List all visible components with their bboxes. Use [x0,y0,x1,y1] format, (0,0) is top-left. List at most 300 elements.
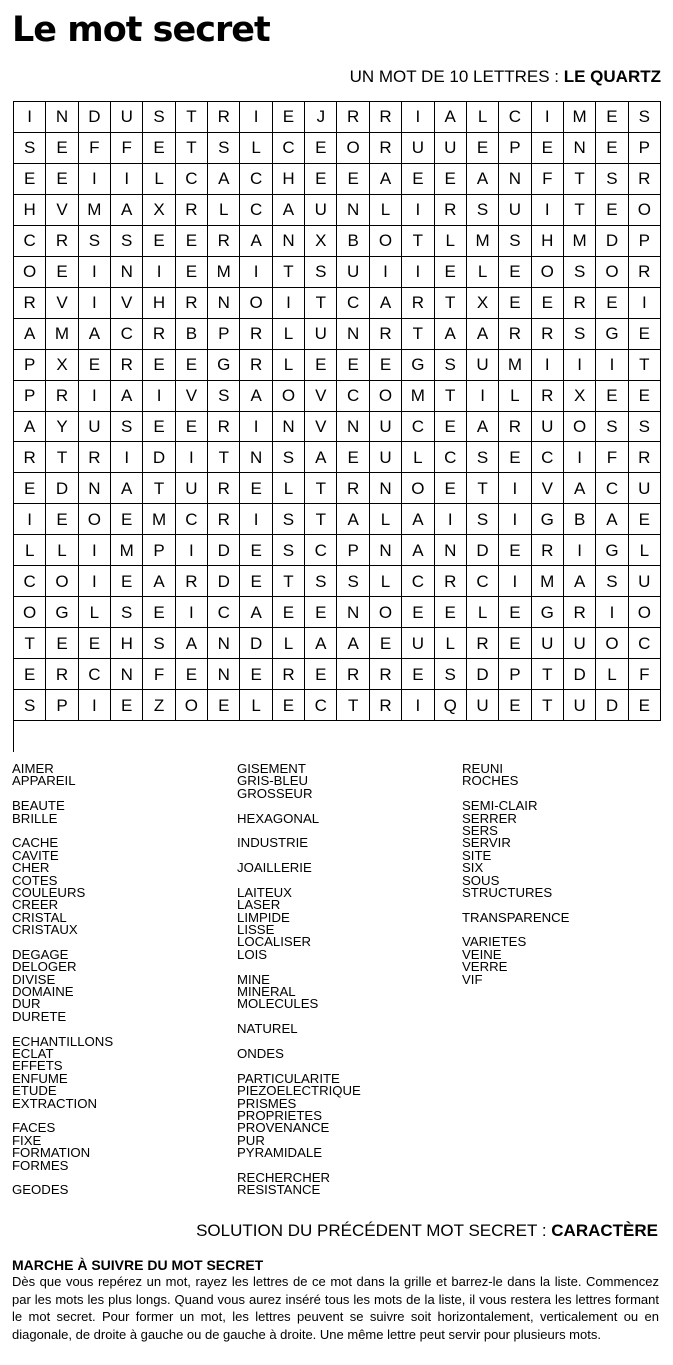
grid-cell[interactable]: R [143,319,175,350]
grid-cell[interactable]: C [14,226,46,257]
grid-cell[interactable]: R [176,566,208,597]
grid-cell[interactable]: N [240,442,272,473]
grid-cell[interactable]: E [46,504,78,535]
grid-cell[interactable]: S [629,102,661,133]
grid-cell[interactable]: S [499,226,531,257]
grid-cell[interactable]: N [208,659,240,690]
word-list-item[interactable]: VERRE [462,959,508,975]
grid-cell[interactable]: I [79,690,111,721]
grid-cell[interactable]: O [564,412,596,443]
grid-cell[interactable]: E [14,473,46,504]
grid-cell[interactable]: U [337,257,369,288]
grid-cell[interactable]: I [370,257,402,288]
word-list-item[interactable]: INDUSTRIE [237,835,309,851]
grid-cell[interactable]: U [629,473,661,504]
grid-cell[interactable]: A [370,288,402,319]
grid-cell[interactable]: X [467,288,499,319]
grid-cell[interactable]: I [532,350,564,381]
grid-cell[interactable]: E [532,133,564,164]
grid-cell[interactable]: D [596,690,628,721]
grid-cell[interactable]: L [143,164,175,195]
grid-cell[interactable]: E [435,164,467,195]
grid-cell[interactable]: E [596,195,628,226]
grid-cell[interactable]: S [564,257,596,288]
grid-cell[interactable]: G [596,319,628,350]
grid-cell[interactable]: I [596,597,628,628]
grid-cell[interactable]: A [111,473,143,504]
grid-cell[interactable]: R [532,319,564,350]
grid-cell[interactable]: S [14,133,46,164]
grid-cell[interactable]: D [208,535,240,566]
grid-cell[interactable]: R [337,659,369,690]
grid-cell[interactable]: E [596,381,628,412]
word-list-item[interactable]: ETUDE [12,1083,57,1099]
grid-cell[interactable]: X [143,195,175,226]
grid-cell[interactable]: E [111,690,143,721]
grid-cell[interactable]: L [273,350,305,381]
grid-cell[interactable]: R [14,442,46,473]
grid-cell[interactable]: E [176,412,208,443]
grid-cell[interactable]: A [467,319,499,350]
word-list-item[interactable]: MOLECULES [237,996,319,1012]
word-list-item[interactable]: VIF [462,971,483,987]
grid-cell[interactable]: R [208,473,240,504]
word-list-item[interactable]: NATUREL [237,1021,298,1037]
grid-cell[interactable]: E [629,504,661,535]
grid-cell[interactable]: T [46,442,78,473]
grid-cell[interactable]: M [143,504,175,535]
grid-cell[interactable]: E [305,164,337,195]
grid-cell[interactable]: U [467,350,499,381]
word-list-item[interactable]: PROPRIETES [237,1107,323,1123]
grid-cell[interactable]: N [337,412,369,443]
grid-cell[interactable]: T [337,690,369,721]
grid-cell[interactable]: P [46,690,78,721]
grid-cell[interactable]: L [402,442,434,473]
word-list-item[interactable]: PUR [237,1132,265,1148]
grid-cell[interactable]: E [402,659,434,690]
grid-cell[interactable]: R [435,195,467,226]
grid-cell[interactable]: T [273,566,305,597]
grid-cell[interactable]: T [402,319,434,350]
word-list-item[interactable]: BRILLE [12,810,58,826]
grid-cell[interactable]: O [273,381,305,412]
grid-cell[interactable]: G [402,350,434,381]
grid-cell[interactable]: A [111,381,143,412]
grid-cell[interactable]: E [46,164,78,195]
grid-cell[interactable]: L [370,195,402,226]
grid-cell[interactable]: H [143,288,175,319]
grid-cell[interactable]: E [176,226,208,257]
grid-cell[interactable]: F [111,133,143,164]
grid-cell[interactable]: R [208,102,240,133]
grid-cell[interactable]: C [176,164,208,195]
grid-cell[interactable]: R [629,442,661,473]
grid-cell[interactable]: A [596,504,628,535]
grid-cell[interactable]: O [370,597,402,628]
grid-cell[interactable]: P [499,133,531,164]
grid-cell[interactable]: N [111,659,143,690]
grid-cell[interactable]: E [111,504,143,535]
grid-cell[interactable]: N [370,535,402,566]
grid-cell[interactable]: I [176,442,208,473]
grid-cell[interactable]: S [208,133,240,164]
grid-cell[interactable]: N [208,628,240,659]
word-list-item[interactable]: ROCHES [462,773,519,789]
grid-cell[interactable]: C [629,628,661,659]
word-list-item[interactable]: CRISTAUX [12,922,78,938]
grid-cell[interactable]: B [564,504,596,535]
grid-cell[interactable]: V [305,381,337,412]
grid-cell[interactable]: E [176,257,208,288]
grid-cell[interactable]: I [111,164,143,195]
grid-cell[interactable]: F [143,659,175,690]
grid-cell[interactable]: E [370,350,402,381]
word-list-item[interactable]: EFFETS [12,1058,63,1074]
grid-cell[interactable]: T [208,442,240,473]
grid-cell[interactable]: O [596,257,628,288]
grid-cell[interactable]: O [337,133,369,164]
grid-cell[interactable]: R [532,535,564,566]
grid-cell[interactable]: E [46,628,78,659]
grid-cell[interactable]: U [564,690,596,721]
grid-cell[interactable]: E [499,535,531,566]
grid-cell[interactable]: R [46,659,78,690]
word-list-item[interactable]: LISSE [237,922,275,938]
grid-cell[interactable]: T [305,473,337,504]
grid-cell[interactable]: I [240,102,272,133]
grid-cell[interactable]: E [46,133,78,164]
grid-cell[interactable]: O [370,226,402,257]
grid-cell[interactable]: S [596,412,628,443]
grid-cell[interactable]: E [499,257,531,288]
word-list-item[interactable]: STRUCTURES [462,884,553,900]
grid-cell[interactable]: E [596,288,628,319]
grid-cell[interactable]: E [143,226,175,257]
grid-cell[interactable]: T [14,628,46,659]
grid-cell[interactable]: E [14,164,46,195]
grid-cell[interactable]: G [596,535,628,566]
grid-cell[interactable]: I [499,504,531,535]
grid-cell[interactable]: N [208,288,240,319]
word-list-item[interactable]: FORMES [12,1157,69,1173]
grid-cell[interactable]: N [435,535,467,566]
grid-cell[interactable]: M [532,566,564,597]
grid-cell[interactable]: P [629,133,661,164]
grid-cell[interactable]: D [596,226,628,257]
grid-cell[interactable]: I [596,350,628,381]
grid-cell[interactable]: G [208,350,240,381]
grid-cell[interactable]: N [564,133,596,164]
grid-cell[interactable]: L [79,597,111,628]
grid-cell[interactable]: I [273,288,305,319]
grid-cell[interactable]: T [305,288,337,319]
grid-cell[interactable]: R [629,257,661,288]
grid-cell[interactable]: R [14,288,46,319]
word-list-item[interactable]: GROSSEUR [237,785,313,801]
grid-cell[interactable]: P [337,535,369,566]
grid-cell[interactable]: E [14,659,46,690]
grid-cell[interactable]: A [402,535,434,566]
grid-cell[interactable]: F [79,133,111,164]
grid-cell[interactable]: S [467,442,499,473]
grid-cell[interactable]: C [176,504,208,535]
word-list-item[interactable]: CHER [12,860,50,876]
grid-cell[interactable]: E [111,566,143,597]
grid-cell[interactable]: R [46,381,78,412]
grid-cell[interactable]: D [46,473,78,504]
grid-cell[interactable]: C [273,133,305,164]
grid-cell[interactable]: S [14,690,46,721]
grid-cell[interactable]: R [176,195,208,226]
grid-cell[interactable]: R [629,164,661,195]
grid-cell[interactable]: L [435,628,467,659]
grid-cell[interactable]: C [111,319,143,350]
grid-cell[interactable]: E [273,597,305,628]
grid-cell[interactable]: E [305,133,337,164]
grid-cell[interactable]: R [370,659,402,690]
grid-cell[interactable]: U [564,628,596,659]
grid-cell[interactable]: R [370,133,402,164]
grid-cell[interactable]: S [337,566,369,597]
grid-cell[interactable]: E [208,690,240,721]
grid-cell[interactable]: E [629,381,661,412]
grid-cell[interactable]: H [273,164,305,195]
grid-cell[interactable]: I [14,504,46,535]
grid-cell[interactable]: B [337,226,369,257]
grid-cell[interactable]: P [629,226,661,257]
word-list-item[interactable]: COTES [12,872,58,888]
grid-cell[interactable]: I [629,288,661,319]
grid-cell[interactable]: M [111,535,143,566]
grid-cell[interactable]: F [629,659,661,690]
word-list-item[interactable]: HEXAGONAL [237,810,320,826]
grid-cell[interactable]: E [467,133,499,164]
word-list-item[interactable]: DELOGER [12,959,77,975]
grid-cell[interactable]: P [208,319,240,350]
grid-cell[interactable]: C [532,442,564,473]
grid-cell[interactable]: L [14,535,46,566]
grid-cell[interactable]: S [111,412,143,443]
grid-cell[interactable]: R [435,566,467,597]
grid-cell[interactable]: C [79,659,111,690]
word-list-item[interactable]: CAVITE [12,847,59,863]
word-list-item[interactable]: JOAILLERIE [237,860,312,876]
grid-cell[interactable]: E [596,102,628,133]
grid-cell[interactable]: C [402,566,434,597]
grid-cell[interactable]: V [176,381,208,412]
grid-cell[interactable]: L [46,535,78,566]
grid-cell[interactable]: L [240,690,272,721]
grid-cell[interactable]: C [402,412,434,443]
grid-cell[interactable]: R [46,226,78,257]
grid-cell[interactable]: E [435,597,467,628]
word-list-item[interactable]: ECHANTILLONS [12,1033,114,1049]
grid-cell[interactable]: I [564,442,596,473]
grid-cell[interactable]: I [79,566,111,597]
grid-cell[interactable]: C [240,164,272,195]
word-list-item[interactable]: CACHE [12,835,59,851]
grid-cell[interactable]: B [176,319,208,350]
grid-cell[interactable]: O [402,473,434,504]
grid-cell[interactable]: A [337,504,369,535]
word-list-item[interactable]: AIMER [12,761,54,776]
grid-cell[interactable]: U [402,133,434,164]
grid-cell[interactable]: R [337,473,369,504]
grid-cell[interactable]: L [370,566,402,597]
grid-cell[interactable]: R [370,102,402,133]
grid-cell[interactable]: R [370,319,402,350]
grid-cell[interactable]: I [79,288,111,319]
word-list-item[interactable]: SERS [462,822,498,838]
grid-cell[interactable]: A [305,628,337,659]
grid-cell[interactable]: L [273,473,305,504]
word-list-item[interactable]: PYRAMIDALE [237,1145,323,1161]
grid-cell[interactable]: I [240,412,272,443]
grid-cell[interactable]: M [499,350,531,381]
grid-cell[interactable]: M [208,257,240,288]
grid-cell[interactable]: C [435,442,467,473]
grid-cell[interactable]: J [305,102,337,133]
grid-cell[interactable]: L [596,659,628,690]
grid-cell[interactable]: V [46,288,78,319]
grid-cell[interactable]: V [111,288,143,319]
grid-cell[interactable]: I [499,566,531,597]
grid-cell[interactable]: I [111,442,143,473]
grid-cell[interactable]: E [337,442,369,473]
grid-cell[interactable]: O [629,195,661,226]
grid-cell[interactable]: U [176,473,208,504]
grid-cell[interactable]: U [111,102,143,133]
grid-cell[interactable]: S [111,226,143,257]
word-list-item[interactable]: TRANSPARENCE [462,909,570,925]
grid-cell[interactable]: R [370,690,402,721]
word-list-item[interactable]: PARTICULARITE [237,1070,340,1086]
grid-cell[interactable]: D [79,102,111,133]
grid-cell[interactable]: E [337,350,369,381]
grid-cell[interactable]: E [79,350,111,381]
grid-cell[interactable]: A [79,319,111,350]
grid-cell[interactable]: D [467,535,499,566]
grid-cell[interactable]: T [435,381,467,412]
grid-cell[interactable]: E [499,597,531,628]
grid-cell[interactable]: O [240,288,272,319]
grid-cell[interactable]: I [143,257,175,288]
grid-cell[interactable]: N [337,319,369,350]
grid-cell[interactable]: X [564,381,596,412]
grid-cell[interactable]: R [402,288,434,319]
grid-cell[interactable]: I [79,164,111,195]
grid-cell[interactable]: E [499,628,531,659]
grid-cell[interactable]: R [208,504,240,535]
grid-cell[interactable]: G [532,504,564,535]
grid-cell[interactable]: T [402,226,434,257]
grid-cell[interactable]: I [402,690,434,721]
grid-cell[interactable]: N [79,473,111,504]
grid-cell[interactable]: U [305,195,337,226]
grid-cell[interactable]: S [435,350,467,381]
grid-cell[interactable]: A [337,628,369,659]
grid-cell[interactable]: O [79,504,111,535]
grid-cell[interactable]: C [305,690,337,721]
grid-cell[interactable]: T [564,164,596,195]
grid-cell[interactable]: I [176,535,208,566]
grid-cell[interactable]: I [564,350,596,381]
grid-cell[interactable]: U [532,628,564,659]
grid-cell[interactable]: T [273,257,305,288]
grid-cell[interactable]: E [596,133,628,164]
word-list-item[interactable]: COULEURS [12,884,86,900]
grid-cell[interactable]: C [596,473,628,504]
grid-cell[interactable]: C [14,566,46,597]
grid-cell[interactable]: A [370,164,402,195]
grid-cell[interactable]: U [370,412,402,443]
grid-cell[interactable]: U [402,628,434,659]
grid-cell[interactable]: E [499,690,531,721]
grid-cell[interactable]: U [532,412,564,443]
grid-cell[interactable]: C [240,195,272,226]
grid-cell[interactable]: C [337,288,369,319]
word-list-item[interactable]: DURETE [12,1008,67,1024]
grid-cell[interactable]: L [467,102,499,133]
grid-cell[interactable]: L [467,597,499,628]
word-list-item[interactable]: DIVISE [12,971,56,987]
grid-cell[interactable]: E [305,350,337,381]
grid-cell[interactable]: E [305,659,337,690]
word-list-item[interactable]: SEMI-CLAIR [462,798,538,814]
word-list-item[interactable]: SERRER [462,810,517,826]
grid-cell[interactable]: H [532,226,564,257]
grid-cell[interactable]: E [240,659,272,690]
grid-cell[interactable]: S [435,659,467,690]
grid-cell[interactable]: E [435,473,467,504]
grid-cell[interactable]: E [79,628,111,659]
grid-cell[interactable]: T [176,102,208,133]
grid-cell[interactable]: N [499,164,531,195]
grid-cell[interactable]: R [499,412,531,443]
grid-cell[interactable]: E [240,535,272,566]
grid-cell[interactable]: A [111,195,143,226]
grid-cell[interactable]: E [143,133,175,164]
grid-cell[interactable]: I [532,102,564,133]
grid-cell[interactable]: R [532,381,564,412]
grid-cell[interactable]: O [176,690,208,721]
grid-cell[interactable]: E [402,597,434,628]
grid-cell[interactable]: I [143,381,175,412]
grid-cell[interactable]: E [46,257,78,288]
grid-cell[interactable]: A [208,164,240,195]
grid-cell[interactable]: S [111,597,143,628]
grid-cell[interactable]: I [240,504,272,535]
grid-cell[interactable]: A [402,504,434,535]
grid-cell[interactable]: M [564,226,596,257]
grid-cell[interactable]: R [208,226,240,257]
grid-cell[interactable]: E [370,628,402,659]
grid-cell[interactable]: I [402,102,434,133]
grid-cell[interactable]: M [79,195,111,226]
grid-cell[interactable]: U [467,690,499,721]
grid-cell[interactable]: U [435,133,467,164]
grid-cell[interactable]: E [499,288,531,319]
grid-cell[interactable]: R [499,319,531,350]
grid-cell[interactable]: E [532,288,564,319]
grid-cell[interactable]: C [499,102,531,133]
grid-cell[interactable]: A [435,102,467,133]
grid-cell[interactable]: I [240,257,272,288]
grid-cell[interactable]: O [46,566,78,597]
grid-cell[interactable]: R [337,102,369,133]
grid-cell[interactable]: A [14,319,46,350]
